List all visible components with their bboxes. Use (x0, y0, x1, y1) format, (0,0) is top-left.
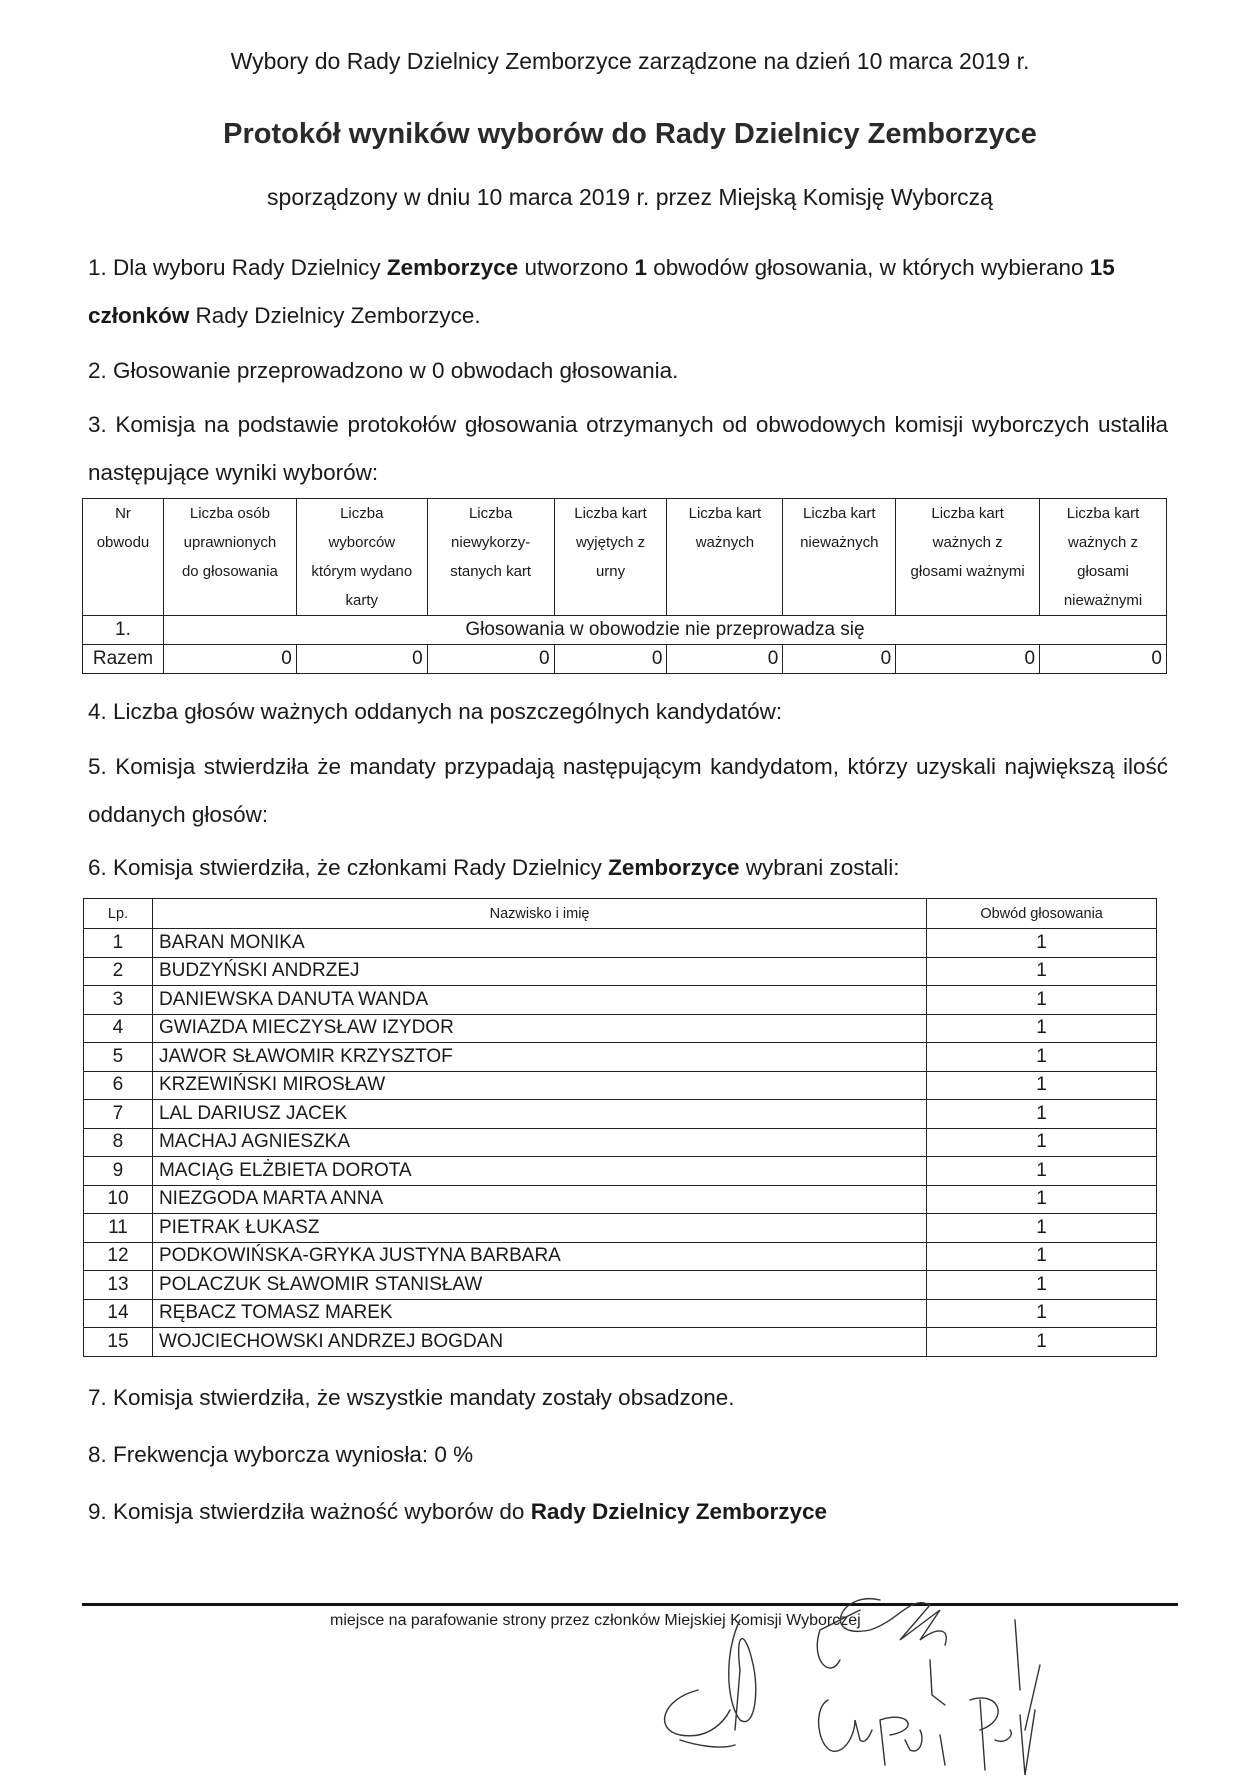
member-name: DANIEWSKA DANUTA WANDA (152, 986, 926, 1015)
table-row (84, 1242, 1157, 1271)
total-value: 0 (1040, 645, 1167, 674)
header-line: ważnych (695, 534, 755, 551)
elected-members-table (83, 898, 1157, 1357)
member-circuit: 1 (927, 1299, 1157, 1328)
election-header: Wybory do Rady Dzielnicy Zemborzyce zarządzone na dzień 10 marca 2019 r. (230, 48, 1030, 74)
member-circuit: 1 (927, 1214, 1157, 1243)
member-name: PIETRAK ŁUKASZ (152, 1214, 926, 1243)
results-header-col-8 (896, 499, 1040, 616)
table-row (84, 1214, 1157, 1243)
header-line: głosami (1077, 563, 1129, 580)
header-line: obwodu (96, 534, 150, 551)
point-3: 3. Komisja na podstawie protokołów głosowania otrzymanych od obwodowych komisji wyborczych ustaliła następujące wyniki wyborów: (88, 412, 1168, 485)
signature-4 (880, 1620, 1040, 1775)
total-value: 0 (896, 645, 1040, 674)
member-name: GWIAZDA MIECZYSŁAW IZYDOR (152, 1014, 926, 1043)
member-name: BARAN MONIKA (152, 929, 926, 958)
member-name: POLACZUK SŁAWOMIR STANISŁAW (152, 1271, 926, 1300)
header-line: stanych kart (450, 563, 532, 580)
header-line: Liczba kart (574, 505, 647, 522)
header-line: nieważnych (800, 534, 879, 551)
member-circuit: 1 (927, 1071, 1157, 1100)
circuit-note: Głosowania w obowodzie nie przeprowadza się (163, 616, 1166, 645)
member-name: JAWOR SŁAWOMIR KRZYSZTOF (152, 1043, 926, 1072)
point-8: 8. Frekwencja wyborcza wyniosła: 0 % (88, 1442, 474, 1467)
row-number: 13 (84, 1271, 153, 1300)
circuit-number: 1. (83, 616, 164, 645)
member-circuit: 1 (927, 986, 1157, 1015)
total-value: 0 (667, 645, 783, 674)
header-line: ważnych z (1068, 534, 1139, 551)
results-header-col-1 (83, 499, 164, 616)
point-6: 6. Komisja stwierdziła, że członkami Rady Dzielnicy Zemborzyce wybrani zostali: (88, 855, 900, 880)
member-name: MACIĄG ELŻBIETA DOROTA (152, 1157, 926, 1186)
header-line: niewykorzy- (451, 534, 531, 551)
row-number: 11 (84, 1214, 153, 1243)
total-value: 0 (554, 645, 667, 674)
table-row (84, 1328, 1157, 1357)
member-circuit: 1 (927, 957, 1157, 986)
header-line: głosami ważnymi (910, 563, 1025, 580)
point-2: 2. Głosowanie przeprowadzono w 0 obwodach głosowania. (88, 358, 679, 383)
point-1: 1. Dla wyboru Rady Dzielnicy Zemborzyce utworzono 1 obwodów głosowania, w których wybierano 15 członków Rady Dzielnicy Zemborzyce. (88, 255, 1115, 328)
member-circuit: 1 (927, 929, 1157, 958)
results-header-row (83, 499, 1167, 616)
total-value: 0 (783, 645, 896, 674)
signature-2 (817, 1599, 946, 1668)
results-row-circuit-1 (83, 616, 1167, 645)
table-row (84, 929, 1157, 958)
member-circuit: 1 (927, 1100, 1157, 1129)
table-row (84, 1128, 1157, 1157)
header-line: Liczba kart (931, 505, 1004, 522)
results-header-col-2 (163, 499, 296, 616)
row-number: 5 (84, 1043, 153, 1072)
members-header-row (84, 899, 1157, 929)
header-line: wyborców (328, 534, 396, 551)
row-number: 9 (84, 1157, 153, 1186)
row-number: 1 (84, 929, 153, 958)
table-row (84, 1071, 1157, 1100)
table-row (84, 1100, 1157, 1129)
results-header-col-3 (296, 499, 427, 616)
total-label: Razem (83, 645, 164, 674)
header-line: do głosowania (181, 563, 278, 580)
header-line: Liczba kart (688, 505, 762, 522)
header-line: Liczba (340, 505, 384, 522)
table-row (84, 1043, 1157, 1072)
protocol-subtitle: sporządzony w dniu 10 marca 2019 r. przez Miejską Komisję Wyborczą (267, 184, 993, 210)
row-number: 10 (84, 1185, 153, 1214)
header-circuit: Obwód głosowania (927, 899, 1157, 929)
header-line: urny (595, 563, 626, 580)
member-circuit: 1 (927, 1185, 1157, 1214)
member-name: LAL DARIUSZ JACEK (152, 1100, 926, 1129)
member-circuit: 1 (927, 1043, 1157, 1072)
table-row (84, 986, 1157, 1015)
member-circuit: 1 (927, 1128, 1157, 1157)
header-line: Nr (115, 505, 131, 522)
row-number: 4 (84, 1014, 153, 1043)
results-total-row (83, 645, 1167, 674)
row-number: 2 (84, 957, 153, 986)
row-number: 8 (84, 1128, 153, 1157)
member-circuit: 1 (927, 1271, 1157, 1300)
header-line: wyjętych z (575, 534, 646, 551)
member-name: MACHAJ AGNIESZKA (152, 1128, 926, 1157)
header-line: uprawnionych (183, 534, 277, 551)
row-number: 6 (84, 1071, 153, 1100)
table-row (84, 957, 1157, 986)
row-number: 12 (84, 1242, 153, 1271)
point-9: 9. Komisja stwierdziła ważność wyborów do Rady Dzielnicy Zemborzyce (88, 1499, 828, 1524)
header-line: ważnych z (932, 534, 1003, 551)
initials-caption: miejsce na parafowanie strony przez członków Miejskiej Komisji Wyborczej (330, 1612, 861, 1629)
point-7: 7. Komisja stwierdziła, że wszystkie mandaty zostały obsadzone. (88, 1385, 735, 1410)
results-table (82, 498, 1167, 674)
header-line: nieważnymi (1063, 592, 1143, 609)
member-name: NIEZGODA MARTA ANNA (152, 1185, 926, 1214)
row-number: 7 (84, 1100, 153, 1129)
results-header-col-7 (783, 499, 896, 616)
results-header-col-6 (667, 499, 783, 616)
table-row (84, 1014, 1157, 1043)
header-name: Nazwisko i imię (152, 899, 926, 929)
header-line: Liczba kart (803, 505, 876, 522)
member-circuit: 1 (927, 1014, 1157, 1043)
point-5: 5. Komisja stwierdziła że mandaty przypadają następującym kandydatom, którzy uzyskali największą ilość oddanych głosów: (88, 754, 1168, 827)
point-4: 4. Liczba głosów ważnych oddanych na poszczególnych kandydatów: (88, 699, 783, 724)
header-line: karty (345, 592, 379, 609)
header-line: Liczba kart (1066, 505, 1140, 522)
member-name: BUDZYŃSKI ANDRZEJ (152, 957, 926, 986)
total-value: 0 (163, 645, 296, 674)
header-lp: Lp. (84, 899, 153, 929)
table-row (84, 1299, 1157, 1328)
table-row (84, 1157, 1157, 1186)
table-row (84, 1271, 1157, 1300)
member-circuit: 1 (927, 1328, 1157, 1357)
signature-1 (665, 1620, 756, 1747)
member-name: PODKOWIŃSKA-GRYKA JUSTYNA BARBARA (152, 1242, 926, 1271)
header-line: Liczba (468, 505, 513, 522)
table-row (84, 1185, 1157, 1214)
member-name: KRZEWIŃSKI MIROSŁAW (152, 1071, 926, 1100)
results-header-col-4 (427, 499, 554, 616)
total-value: 0 (427, 645, 554, 674)
results-header-col-9 (1040, 499, 1167, 616)
row-number: 3 (84, 986, 153, 1015)
row-number: 14 (84, 1299, 153, 1328)
row-number: 15 (84, 1328, 153, 1357)
header-line: Liczba osób (189, 505, 270, 522)
total-value: 0 (296, 645, 427, 674)
member-name: WOJCIECHOWSKI ANDRZEJ BOGDAN (152, 1328, 926, 1357)
member-name: RĘBACZ TOMASZ MAREK (152, 1299, 926, 1328)
results-header-col-5 (554, 499, 667, 616)
member-circuit: 1 (927, 1242, 1157, 1271)
member-circuit: 1 (927, 1157, 1157, 1186)
header-line: którym wydano (311, 563, 413, 580)
page-title: Protokół wyników wyborów do Rady Dzielnicy Zemborzyce (223, 118, 1037, 150)
signatures-icon (640, 1570, 1200, 1780)
